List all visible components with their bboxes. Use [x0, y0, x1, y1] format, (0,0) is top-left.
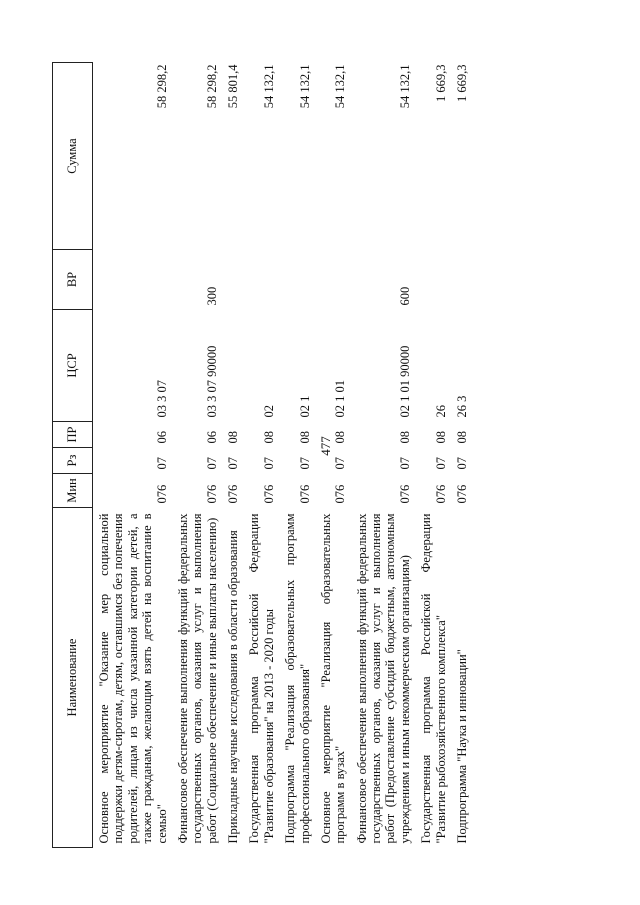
- row-name: Подпрограмма "Наука и инновации": [454, 649, 469, 844]
- table-row: [279, 63, 315, 848]
- row-sum: 1 669,3: [454, 64, 469, 102]
- row-rz: 07: [397, 457, 412, 470]
- row-csr: 03 3 07: [154, 380, 169, 418]
- row-vr: [243, 250, 279, 310]
- row-pr: 08: [297, 431, 312, 444]
- rotated-page: [52, 63, 582, 848]
- header-min: Мин: [53, 474, 93, 508]
- row-name: Государственная программа Российской Федерации "Развитие рыбохозяйственного комплекса": [419, 513, 448, 844]
- row-name: Государственная программа Российской Федерации "Развитие образования" на 2013 - 2020 годы: [247, 513, 276, 844]
- row-sum: 1 669,3: [433, 64, 448, 102]
- row-name: Основное мероприятие "Оказание мер социальной поддержки детям-сиротам, детям, оставшимся без попечения родителей, лицам из числа указанной категории детей, а также гражданам, желающим взять детей на воспитание в семью": [97, 513, 169, 844]
- table-row: [351, 63, 416, 848]
- row-rz: 07: [261, 457, 276, 470]
- row-pr: 06: [204, 431, 219, 444]
- row-sum: 58 298,2: [154, 64, 169, 109]
- row-name: Финансовое обеспечение выполнения функций федеральных государственных органов, оказания услуг и выполнения работ (Социальное обеспечение и иные выплаты населению): [175, 513, 219, 844]
- row-min: 076: [333, 484, 348, 504]
- table-row: [172, 63, 222, 848]
- row-min: 076: [261, 484, 276, 504]
- row-pr: 08: [397, 431, 412, 444]
- table-row: [415, 63, 451, 848]
- page-number: 477: [318, 436, 333, 456]
- row-vr: 600: [397, 286, 412, 306]
- row-pr: 08: [454, 431, 469, 444]
- row-pr: 08: [261, 431, 276, 444]
- row-name: Основное мероприятие "Реализация образовательных программ в вузах": [318, 513, 348, 844]
- row-sum: 54 132,1: [397, 64, 412, 109]
- row-csr: 02 1: [297, 395, 312, 418]
- row-rz: 07: [226, 457, 240, 470]
- row-vr: 300: [204, 286, 219, 306]
- row-name: Подпрограмма "Реализация образовательных программ профессионального образования": [283, 513, 312, 844]
- row-csr: 03 3 07 90000: [204, 345, 219, 418]
- row-sum: 55 801,4: [226, 64, 240, 109]
- row-rz: 07: [433, 457, 448, 470]
- row-rz: 07: [454, 457, 469, 470]
- row-csr: 02: [261, 405, 276, 418]
- row-csr: 26: [433, 405, 448, 418]
- row-min: 076: [204, 484, 219, 504]
- row-vr: [451, 250, 472, 310]
- row-pr: 08: [433, 431, 448, 444]
- row-vr: [415, 250, 451, 310]
- row-pr: 08: [333, 431, 348, 444]
- row-min: 076: [433, 484, 448, 504]
- header-pr: ПР: [53, 422, 93, 448]
- budget-table: [52, 62, 472, 848]
- header-name: Наименование: [53, 508, 93, 848]
- table-row: [93, 63, 172, 848]
- header-rz: Рз: [53, 448, 93, 474]
- row-sum: 54 132,1: [333, 64, 348, 109]
- row-vr: [315, 250, 351, 310]
- table-row: [315, 63, 351, 848]
- table-header-row: [53, 63, 93, 848]
- row-min: 076: [154, 484, 169, 504]
- row-min: 076: [397, 484, 412, 504]
- row-csr: 02 1 01 90000: [397, 345, 412, 418]
- row-pr: 06: [154, 431, 169, 444]
- table-row: [243, 63, 279, 848]
- row-csr: 02 1 01: [333, 380, 348, 418]
- row-name: Финансовое обеспечение выполнения функций федеральных государственных органов, оказания услуг и выполнения работ (Предоставление субсидий бюджетным, автономным учреждениям и иным некоммерческим организациям): [354, 513, 412, 844]
- row-min: 076: [226, 484, 240, 504]
- row-vr: [222, 250, 243, 310]
- header-sum: Сумма: [53, 63, 93, 250]
- row-min: 076: [297, 484, 312, 504]
- row-vr: [279, 250, 315, 310]
- row-sum: 54 132,1: [297, 64, 312, 109]
- table-row: [222, 63, 243, 848]
- row-rz: 07: [154, 457, 169, 470]
- row-sum: 58 298,2: [204, 64, 219, 109]
- row-csr: [222, 310, 243, 422]
- row-rz: 07: [297, 457, 312, 470]
- row-name: Прикладные научные исследования в области образования: [226, 530, 240, 844]
- header-vr: ВР: [53, 250, 93, 310]
- row-csr: 26 3: [454, 395, 469, 418]
- row-pr: 08: [226, 431, 240, 444]
- row-sum: 54 132,1: [261, 64, 276, 109]
- row-min: 076: [454, 484, 469, 504]
- row-vr: [93, 250, 172, 310]
- row-rz: 07: [204, 457, 219, 470]
- row-rz: 07: [333, 457, 348, 470]
- header-csr: ЦСР: [53, 310, 93, 422]
- table-row: [451, 63, 472, 848]
